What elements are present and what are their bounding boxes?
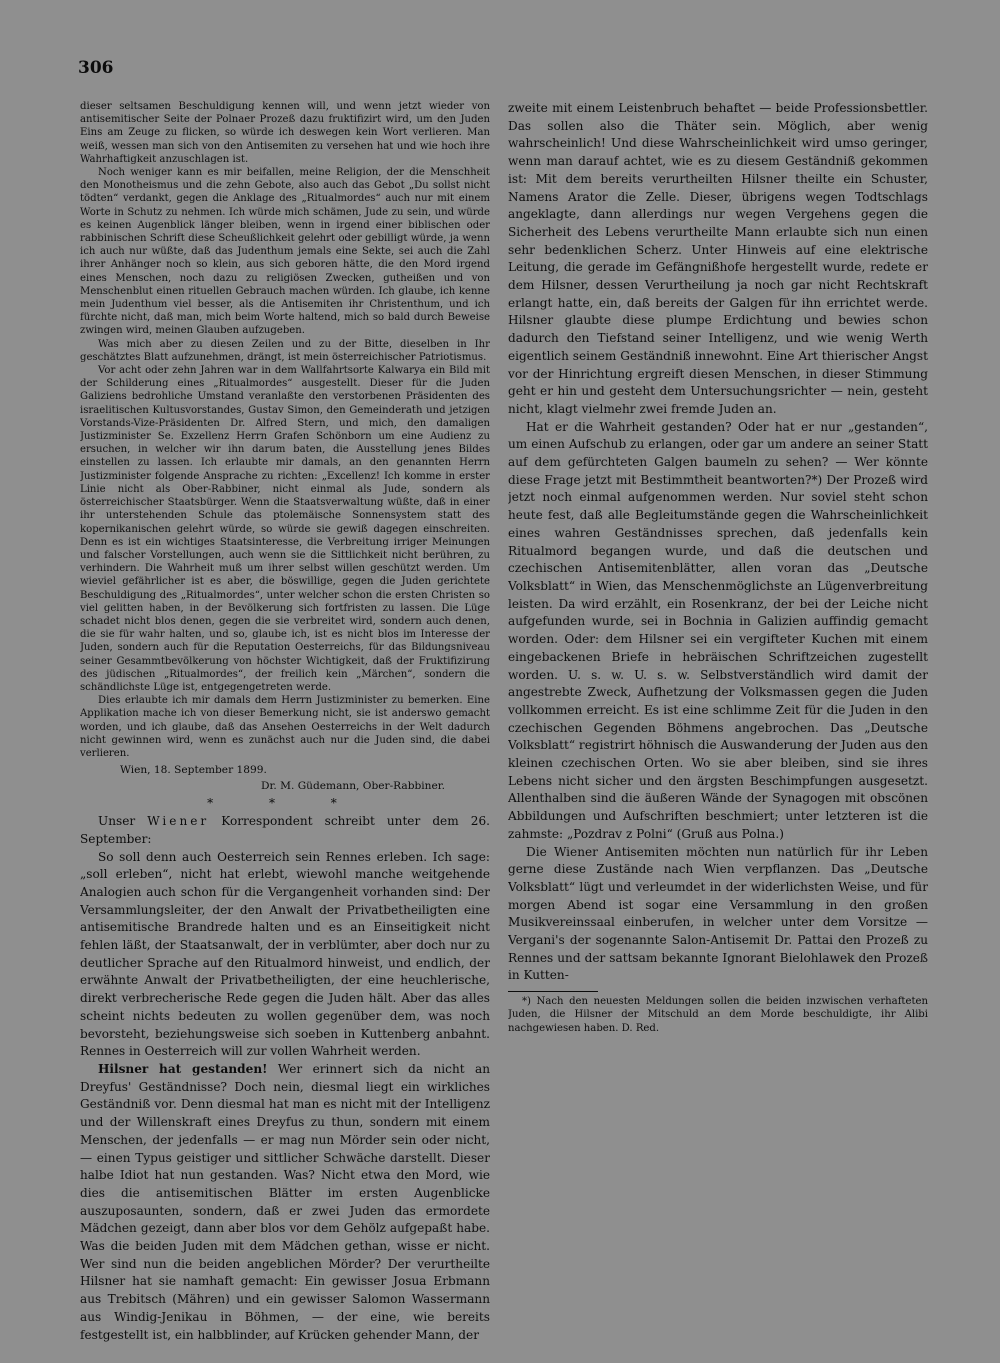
report-paragraph-2: Hat er die Wahrheit gestanden? Oder hat er nur „gestanden“, um einen Aufschub zu erlangen, oder gar um andere an seiner Statt auf dem gefürchteten Galgen baumeln zu sehen? — Wer könnte diese Frage jetzt mit Bestimmtheit beantworten?*) Der Prozeß wird jetzt noch einmal aufgenommen werden. Nur soviel steht schon heute fest, daß alle Begleitumstände gegen die Wahrscheinlichkeit eines wahren Geständnisses sprechen, daß jedenfalls kein Ritualmord begangen wurde, und daß die deutschen und czechischen Antisemitenblätter, allen voran das „Deutsche Volksblatt“ in Wien, das Menschenmöglichste an Lügenverbreitung leisten. Da wird erzählt, ein Rosenkranz, der bei der Leiche nicht aufgefunden wurde, sei in Bochnia in Galizien auffindig gemacht worden. Oder: dem Hilsner sei ein vergifteter Kuchen mit einem eingebackenen Briefe in hebräischen Schriftzeichen zugestellt worden. U. s. w. U. s. w. Selbstverständlich wird damit der angestrebte Zweck, Aufhetzung der Volksmassen gegen die Juden vollkommen erreicht. Es ist eine schlimme Zeit für die Juden in den czechischen Gegenden Böhmens angebrochen. Das „Deutsche Volksblatt“ registrirt höhnisch die Auswanderung der Juden aus den kleinen czechischen Orten. Wo sie aber bleiben, sind sie ihres Lebens nicht sicher und den ärgsten Beschimpfungen ausgesetzt. Allenthalben sind die äußeren Wände der Synagogen mit obscönen Abbildungen und Aufschriften beschmiert; unter letzteren ist die zahmste: „Pozdrav z Polni“ (Gruß aus Polna.) xyxy=(508,419,928,841)
letter-text xyxy=(80,100,490,760)
report-text xyxy=(80,813,490,1343)
letter-paragraph-1: dieser seltsamen Beschuldigung kennen will, und wenn jetzt wieder von antisemitischer Seite der Polnaer Prozeß dazu fruktifizirt wird, um den Juden Eins am Zeuge zu flicken, so würde ich deswegen kein Wort verlieren. Man weiß, wessen man sich von den Antisemiten zu versehen hat und wie hoch ihre Wahrhaftigkeit anzuschlagen ist. xyxy=(80,101,490,165)
hilsner-heading: Hilsner hat gestanden! xyxy=(98,1062,268,1076)
report-intro-start: Unser xyxy=(98,814,136,829)
hilsner-text-left: Wer erinnert sich da nicht an Dreyfus' Geständnisse? Doch nein, diesmal liegt ein wirkliches Geständniß vor. Denn diesmal hat man es nicht mit der Intelligenz und der Willenskraft eines Dreyfus zu thun, sondern mit einem Menschen, der jedenfalls — er mag nun Mörder sein oder nicht, — einen Typus geistiger und sittlicher Schwäche darstellt. Dieser halbe Idiot hat nun gestanden. Was? Nicht etwa den Mord, wie dies die antisemitischen Blätter im ersten Augenblicke auszuposaunten, sondern, daß er zwei Juden das ermordete Mädchen gezeigt, dann aber blos vor dem Gehölz aufgepaßt habe. Was die beiden Juden mit dem Mädchen gethan, wisse er nicht. Wer sind nun die beiden angeblichen Mörder? Der verurtheilte Hilsner hat sie namhaft gemacht: Ein gewisser Josua Erbmann aus Trebitsch (Mähren) und ein gewisser Salomon Wassermann aus Windig-Jenikau in Böhmen, — der eine, wie bereits festgestellt ist, ein halbblinder, auf Krücken gehender Mann, der xyxy=(80,1062,490,1342)
left-column xyxy=(80,100,490,1343)
report-intro xyxy=(80,813,490,848)
report-paragraph-3: Die Wiener Antisemiten möchten nun natürlich für ihr Leben gerne diese Zustände nach Wien verpflanzen. Das „Deutsche Volksblatt“ lügt und verleumdet in der widerlichsten Weise, und für morgen Abend ist sogar eine Versammlung in den großen Musikvereinssaal einberufen, in welcher unter dem Vorsitze — Vergani's der sogenannte Salon-Antisemit Dr. Pattai den Prozeß zu Rennes und der sattsam bekannte Ignorant Bielohlawek den Prozeß in Kutten- xyxy=(508,844,928,983)
letter-paragraph-4: Vor acht oder zehn Jahren war in dem Wallfahrtsorte Kalwarya ein Bild mit der Schilderung eines „Ritualmordes“ ausgestellt. Dieser für die Juden Galiziens bedrohliche Umstand veranlaßte den verstorbenen Präsidenten des israelitischen Kultusvorstandes, Gustav Simon, den Gemeinderath und jetzigen Vorstands-Vize-Präsidenten Dr. Alfred Stern, und mich, den damaligen Justizminister Se. Exzellenz Herrn Grafen Schönborn um eine Audienz zu ersuchen, in welcher wir ihn darum baten, die Ausstellung jenes Bildes einstellen zu lassen. Ich erlaubte mir damals, an den genannten Herrn Justizminister folgende Ansprache zu richten: „Excellenz! Ich komme in erster Linie nicht als Ober-Rabbiner, nicht einmal als Jude, sondern als österreichischer Staatsbürger. Wenn die Staatsverwaltung wüßte, daß in einer ihr unterstehenden Schule das ptolemäische Sonnensystem statt des kopernikanischen gelehrt würde, so würde sie gewiß dagegen einschreiten. Denn es ist ein wichtiges Staatsinteresse, die Verbreitung irriger Meinungen und falscher Vorstellungen, auch wenn sie die Sittlichkeit nicht berühren, zu verhindern. Die Wahrheit muß um ihrer selbst willen geschützt werden. Um wieviel gefährlicher ist es aber, die böswillige, gegen die Juden gerichtete Beschuldigung des „Ritualmordes“, unter welcher schon die ersten Christen so viel gelitten haben, in der Bevölkerung sich fortfristen zu lassen. Die Lüge schadet nicht blos denen, gegen die sie verbreitet wird, sondern auch denen, die sie für wahr halten, und so, glaube ich, ist es nicht blos im Interesse der Juden, sondern auch für die Reputation Oesterreichs, für das Bildungsniveau seiner Gesammtbevölkerung von höchster Wichtigkeit, daß der Fruktifizirung des jüdischen „Ritualmordes“, der freilich kein „Märchen“, sondern die schändlichste Lüge ist, entgegengetreten werde. xyxy=(80,365,490,693)
report-continued xyxy=(508,100,928,985)
footnote: *) Nach den neuesten Meldungen sollen die beiden inzwischen verhafteten Juden, die Hilsner der Mitschuld an dem Morde beschuldigte, ihr Alibi nachgewiesen haben. D. Red. xyxy=(508,996,928,1034)
report-intro-end: Korrespondent schreibt unter dem 26. September: xyxy=(80,814,490,846)
hilsner-paragraph xyxy=(80,1061,490,1343)
letter-paragraph-5: Dies erlaubte ich mir damals dem Herrn Justizminister zu bemerken. Eine Applikation mache ich von dieser Bemerkung nicht, sie ist anderswo gemacht worden, und ich glaube, daß das Ansehen Oesterreichs in der Welt dadurch nicht gewinnen wird, wenn es zunächst auch nur die Juden sind, die dabei verlieren. xyxy=(80,695,490,759)
letter-signature: Dr. M. Güdemann, Ober-Rabbiner. xyxy=(260,780,445,793)
report-intro-spaced: Wiener xyxy=(147,814,210,829)
section-separator: * * * xyxy=(207,796,363,811)
report-paragraph-1: So soll denn auch Oesterreich sein Rennes erleben. Ich sage: „soll erleben“, nicht hat erlebt, wiewohl manche weitgehende Analogien auch schon für die Vergangenheit vorhanden sind: Der Versammlungsleiter, der den Anwalt der Privatbetheiligten eine antisemitische Brandrede halten und es an Einseitigkeit nicht fehlen läßt, der Staatsanwalt, der in verblümter, aber doch nur zu deutlicher Sprache auf den Ritualmord hinweist, und endlich, der erwähnte Anwalt der Privatbetheiligten, der eine heuchlerische, direkt verbrecherische Rede gegen die Juden hält. Aber das alles scheint nichts bedeuten zu wollen gegenüber dem, was noch bevorsteht, beziehungsweise sich soeben in Kuttenberg anbahnt. Rennes in Oesterreich will zur vollen Wahrheit werden. xyxy=(80,849,490,1059)
page-number: 306 xyxy=(78,58,114,78)
letter-paragraph-3: Was mich aber zu diesen Zeilen und zu der Bitte, dieselben in Ihr geschätztes Blatt aufzunehmen, drängt, ist mein österreichischer Patriotismus. xyxy=(80,338,490,363)
letter-dateline: Wien, 18. September 1899. xyxy=(120,764,267,777)
right-column xyxy=(508,100,928,1343)
footnote-rule xyxy=(508,991,598,992)
hilsner-continued xyxy=(508,100,928,419)
hilsner-text-right: zweite mit einem Leistenbruch behaftet — beide Professionsbettler. Das sollen also die Thäter sein. Möglich, aber wenig wahrscheinlich! Und diese Wahrscheinlichkeit wird umso geringer, wenn man darauf achtet, wie es zu diesem Geständniß gekommen ist: Mit dem bereits verurtheilten Hilsner theilte ein Schuster, Namens Arator die Zelle. Dieser, übrigens wegen Todtschlags angeklagte, dann allerdings nur wegen Vergehens gegen die Sicherheit des Lebens verurtheilte Mann erlaubte sich nun einen sehr bedenklichen Scherz. Unter Hinweis auf eine elektrische Leitung, die gerade im Gefängnißhofe hergestellt wurde, redete er dem Hilsner, dessen Verurtheilung ja noch gar nicht Rechtskraft erlangt hatte, ein, daß bereits der Galgen für ihn errichtet werde. Hilsner glaubte diese plumpe Erdichtung und bewies schon dadurch den Tiefstand seiner Intelligenz, und wie wenig Werth eigentlich seinem Geständniß innewohnt. Eine Art thierischer Angst vor der Hinrichtung ergreift diesen Menschen, in dieser Stimmung geht er hin und gesteht dem Untersuchungsrichter — nein, gesteht nicht, klagt vielmehr zwei fremde Juden an. xyxy=(508,101,928,416)
letter-paragraph-2: Noch weniger kann es mir beifallen, meine Religion, der die Menschheit den Monotheismus und die zehn Gebote, also auch das Gebot „Du sollst nicht tödten“ verdankt, gegen die Anklage des „Ritualmordes“ auch nur mit einem Worte in Schutz zu nehmen. Ich würde mich schämen, Jude zu sein, und würde es keinen Augenblick länger bleiben, wenn in irgend einer biblischen oder rabbinischen Schrift diese Scheußlichkeit gelehrt oder gebilligt würde, ja wenn ich auch nur wüßte, daß das Judenthum jemals eine Sekte, sei auch die Zahl ihrer Anhänger noch so klein, aus sich geboren hätte, die den Mord irgend eines Menschen, noch dazu zu religiösen Zwecken, gutheißen und von Menschenblut einen rituellen Gebrauch machen würden. Ich glaube, ich kenne mein Judenthum viel besser, als die Antisemiten ihr Christenthum, und ich fürchte nicht, daß man, mich beim Worte haltend, mich so bald durch Beweise zwingen wird, meinen Glauben aufzugeben. xyxy=(80,167,490,337)
